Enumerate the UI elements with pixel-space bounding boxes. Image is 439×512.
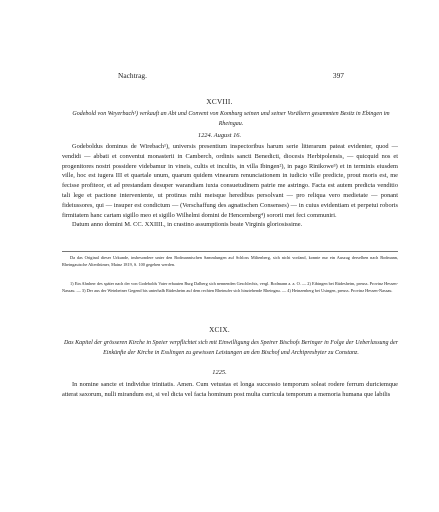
body-paragraph: Datum anno domini M. CC. XXIIII., in crastino assumptionis beate Virginis gloriosissime. <box>72 221 303 229</box>
document-date: 1225. <box>212 369 227 376</box>
document-body <box>62 142 398 230</box>
document-heading: Godebold von Weyerbach¹) verkauft an Abt und Convent von Komburg seinen und seiner Vorältern gesammten Besitz in Ebingen im Rheingau. <box>72 111 390 127</box>
body-paragraph: In nomine sancte et individue trinitatis. Amen. Cum vetustas et longa successio temporum soleat rodere ferrum duriciemque atterat saxorum, nulli mirandum est, si vel dicta vel facta hominum post multa curricula temporum a memoria humana que labilis <box>62 381 398 398</box>
source-note <box>62 254 398 269</box>
footnotes <box>62 280 398 295</box>
footnote-text: 1) Ein Ahnherr des später nach der von Godebolds Vater erbauten Burg Dalberg sich nennenden Geschlechts, vergl. Bodmann a. a. O. — 2) Eibingen bei Rüdesheim, preuss. Provinz Hessen-Nassau. — 3) Der aus der Weinbeiner Gegend bis unterhalb Rüdesheim auf dem rechten Rheinufer sich hinziehende Rheingau. — 4) Heinzenberg bei Usingen, preuss. Provinz Hessen-Nassau. <box>62 281 398 294</box>
document-date: 1224. August 16. <box>197 132 242 139</box>
document-body <box>62 380 398 400</box>
document-number: XCVIII. <box>206 98 233 106</box>
body-paragraph: Godeboldus dominus de Wirebach¹), universis presentium inspectoribus harum serie litterarum pateat evidenter, quod — vendidi — abbati et conventui monasterii in Camberch, ordinis sancti Benedicti, diocesis Herbipolensis, — quicquid nos et progenitores nostri possidere videbamur in vineis, cultis et incultis, in villa Ibingen²), in pago Rinikowe³) et in terminis eiusdem ville, hoc est iugera III et quartale unum, quarum quidem vinearum renunciationem in iudicio ville predicte, prout moris est, me fecisse profiteor, et ad prestandam desuper warandiam iuxta consuetudinem patrie me astringo. Facta est autem predicta venditio tali lege et pactione interveniente, ut protinus mihi meisque heredibus persolvant — pro reliqua vero medietate — ponant fideiussores, qui — insuper est condictum — (Verschaffung des agnatischen Consenses) — in cuius evidentiam et perpetui roboris firmitatem hanc cartam sigillo meo et sigillo Wilhelmi domini de Hencemberg⁴) sororii mei feci communiri. <box>62 143 398 219</box>
running-head-title: Nachtrag. <box>118 71 147 80</box>
divider <box>62 251 398 252</box>
document-number: XCIX. <box>209 326 230 334</box>
running-head <box>118 71 344 83</box>
document-heading: Das Kapitel der grösseren Kirche in Speier verpflichtet sich mit Einwilligung des Speirer Bischofs Beringer in Folge der Ueberlassung der Einkünfte der Kirche in Esslingen zu gewissen Leistungen an den Bischof und Archipresbyter zu Constanz. <box>63 340 399 356</box>
note-paragraph: Da das Original dieser Urkunde, insbesondere unter den Bodmannischen Sammlungen auf Schloss Miltenberg, sich nicht vorfand, konnte nur ein Auszug derselben nach Bodmann, Rheingauische Alterthümer, Mainz 1819, S. 100 gegeben werden. <box>62 255 398 268</box>
page-number: 397 <box>332 71 344 80</box>
